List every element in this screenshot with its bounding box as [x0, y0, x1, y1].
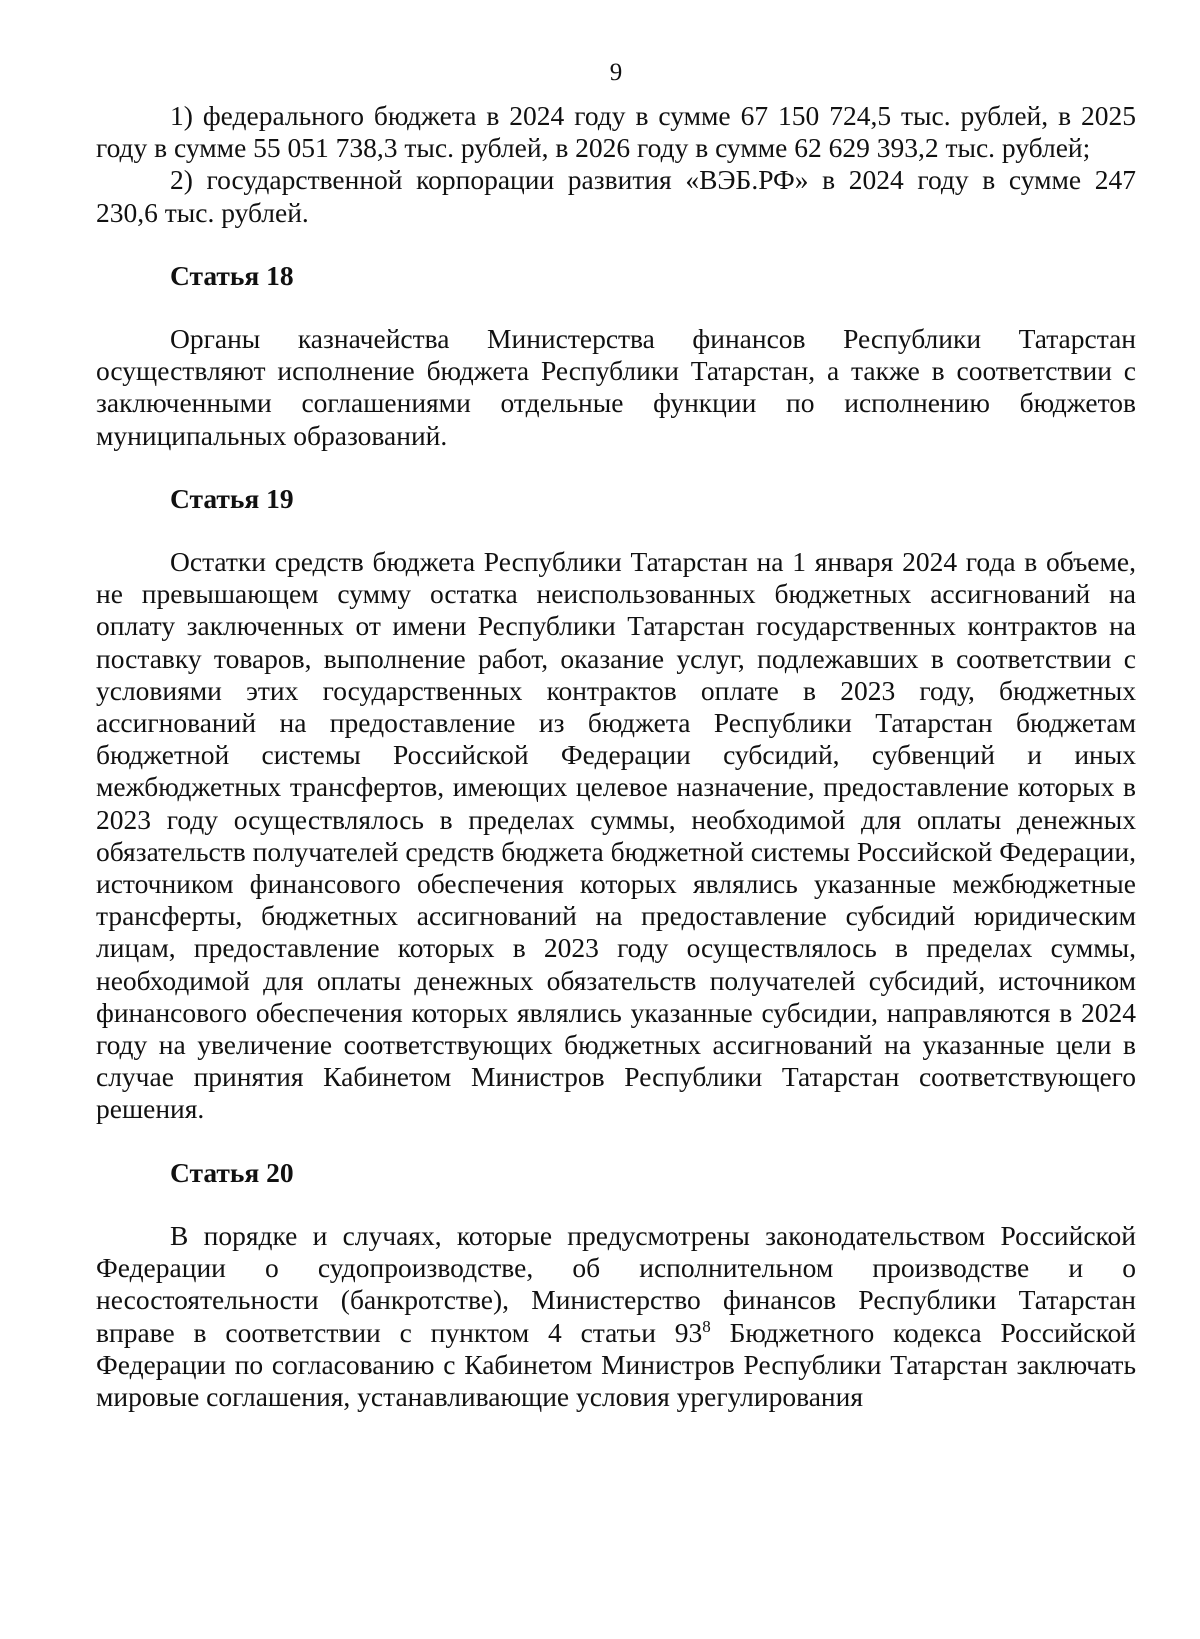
article-20-text-part-2: Бюджетного кодекса Российской Федерации по согласованию с Кабинетом Министров Республики Татарстан заключать мировые соглашения, устанавливающие условия урегулирования: [96, 1316, 1137, 1412]
intro-item-2: 2) государственной корпорации развития «ВЭБ.РФ» в 2024 году в сумме 247 230,6 тыс. рублей.: [96, 164, 1136, 228]
article-18-text: Органы казначейства Министерства финансов Республики Татарстан осуществляют исполнение бюджета Республики Татарстан, а также в соответствии с заключенными соглашениями отдельные функции по исполнению бюджетов муниципальных образований.: [96, 323, 1136, 451]
article-18-heading: Статья 18: [170, 259, 294, 291]
article-20-text: [96, 1220, 1136, 1413]
intro-item-1: 1) федерального бюджета в 2024 году в сумме 67 150 724,5 тыс. рублей, в 2025 году в сумме 55 051 738,3 тыс. рублей, в 2026 году в сумме 62 629 393,2 тыс. рублей;: [96, 100, 1136, 164]
article-20-superscript: 8: [702, 1316, 711, 1336]
article-20-heading: Статья 20: [170, 1156, 294, 1188]
document-page: [96, 58, 1136, 1413]
article-20-text-part-1: В порядке и случаях, которые предусмотрены законодательством Российской Федерации о судопроизводстве, об исполнительном производстве и о несостоятельности (банкротстве), Министерство финансов Республики Татарстан вправе в соответствии с пунктом 4 статьи 93: [96, 1219, 1136, 1348]
article-19-text: Остатки средств бюджета Республики Татарстан на 1 января 2024 года в объеме, не превышающем сумму остатка неиспользованных бюджетных ассигнований на оплату заключенных от имени Республики Татарстан государственных контрактов на поставку товаров, выполнение работ, оказание услуг, подлежавших в соответствии с условиями этих государственных контрактов оплате в 2023 году, бюджетных ассигнований на предоставление из бюджета Республики Татарстан бюджетам бюджетной системы Российской Федерации субсидий, субвенций и иных межбюджетных трансфертов, имеющих целевое назначение, предоставление которых в 2023 году осуществлялось в пределах суммы, необходимой для оплаты денежных обязательств получателей средств бюджета бюджетной системы Российской Федерации, источником финансового обеспечения которых являлись указанные межбюджетные трансферты, бюджетных ассигнований на предоставление субсидий юридическим лицам, предоставление которых в 2023 году осуществлялось в пределах суммы, необходимой для оплаты денежных обязательств получателей субсидий, источником финансового обеспечения которых являлись указанные субсидии, направляются в 2024 году на увеличение соответствующих бюджетных ассигнований на указанные цели в случае принятия Кабинетом Министров Республики Татарстан соответствующего решения.: [96, 546, 1136, 1125]
article-19-heading: Статья 19: [170, 482, 294, 514]
page-number: 9: [609, 59, 623, 86]
